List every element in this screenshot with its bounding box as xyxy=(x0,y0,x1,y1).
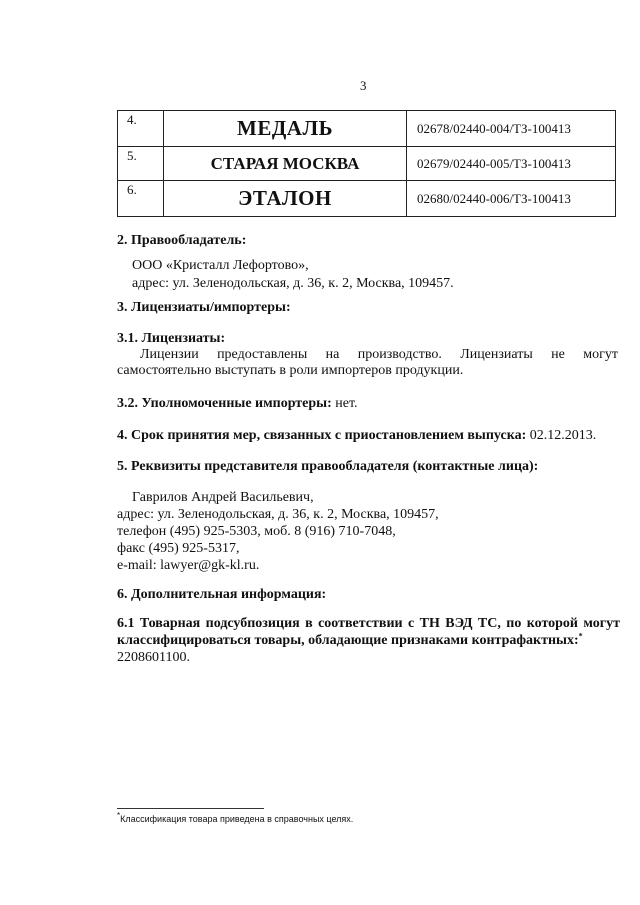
tariff-code: 2208601100. xyxy=(117,650,190,665)
tariff-subheading-line1: 6.1 Товарная подсубпозиция в соответствии с ТН ВЭД ТС, по которой могут xyxy=(117,616,620,631)
footnote-mark: * xyxy=(117,811,121,820)
contact-name: Гаврилов Андрей Васильевич, xyxy=(132,490,314,505)
registration-code: 02680/02440-006/ТЗ-100413 xyxy=(407,181,616,217)
trademark-table xyxy=(117,110,616,217)
footnote-divider xyxy=(117,808,264,809)
rightholder-address: адрес: ул. Зеленодольская, д. 36, к. 2, Москва, 109457. xyxy=(132,276,454,291)
footnote-text: Классификация товара приведена в справочных целях. xyxy=(120,814,354,824)
footnote-marker: * xyxy=(578,631,583,641)
tariff-subheading-line2 xyxy=(117,633,583,649)
term-heading: 4. Срок принятия мер, связанных с приостановлением выпуска: xyxy=(117,428,527,443)
word: не xyxy=(551,347,565,362)
word: Лицензии xyxy=(140,347,199,362)
table-row xyxy=(118,147,616,181)
contact-fax: факс (495) 925-5317, xyxy=(117,541,240,556)
licensees-text-line1 xyxy=(140,347,618,363)
word: на xyxy=(325,347,340,362)
trademark-name: МЕДАЛЬ xyxy=(164,111,407,147)
table-row xyxy=(118,111,616,147)
authorized-importers-heading: 3.2. Уполномоченные импортеры: xyxy=(117,396,332,411)
authorized-importers xyxy=(117,396,358,412)
word: производство. xyxy=(357,347,442,362)
word: могут xyxy=(583,347,618,362)
row-number: 6. xyxy=(118,181,164,217)
table-row xyxy=(118,181,616,217)
rightholder-name: ООО «Кристалл Лефортово», xyxy=(132,258,309,273)
trademark-name: ЭТАЛОН xyxy=(164,181,407,217)
word: Лицензиаты xyxy=(460,347,533,362)
registration-code: 02679/02440-005/ТЗ-100413 xyxy=(407,147,616,181)
trademark-name: СТАРАЯ МОСКВА xyxy=(164,147,407,181)
additional-info-heading: 6. Дополнительная информация: xyxy=(117,587,327,602)
contact-phone: телефон (495) 925-5303, моб. 8 (916) 710-7048, xyxy=(117,524,396,539)
rightholder-heading: 2. Правообладатель: xyxy=(117,233,247,248)
licensees-text-line2: самостоятельно выступать в роли импортеров продукции. xyxy=(117,363,464,378)
word: предоставлены xyxy=(217,347,308,362)
registration-code: 02678/02440-004/ТЗ-100413 xyxy=(407,111,616,147)
contact-address: адрес: ул. Зеленодольская, д. 36, к. 2, Москва, 109457, xyxy=(117,507,439,522)
representative-heading: 5. Реквизиты представителя правообладателя (контактные лица): xyxy=(117,459,539,474)
contact-email: e-mail: lawyer@gk-kl.ru. xyxy=(117,558,260,573)
term-date: 02.12.2013. xyxy=(526,428,597,443)
licensees-heading: 3.1. Лицензиаты: xyxy=(117,331,226,346)
row-number: 5. xyxy=(118,147,164,181)
term-of-measures xyxy=(117,428,596,444)
footnote xyxy=(117,811,354,824)
licensees-importers-heading: 3. Лицензиаты/импортеры: xyxy=(117,300,291,315)
page-number: 3 xyxy=(360,78,367,93)
tariff-subheading-text: классифицироваться товары, обладающие признаками контрафактных: xyxy=(117,633,579,648)
row-number: 4. xyxy=(118,111,164,147)
authorized-importers-value: нет. xyxy=(331,396,358,411)
